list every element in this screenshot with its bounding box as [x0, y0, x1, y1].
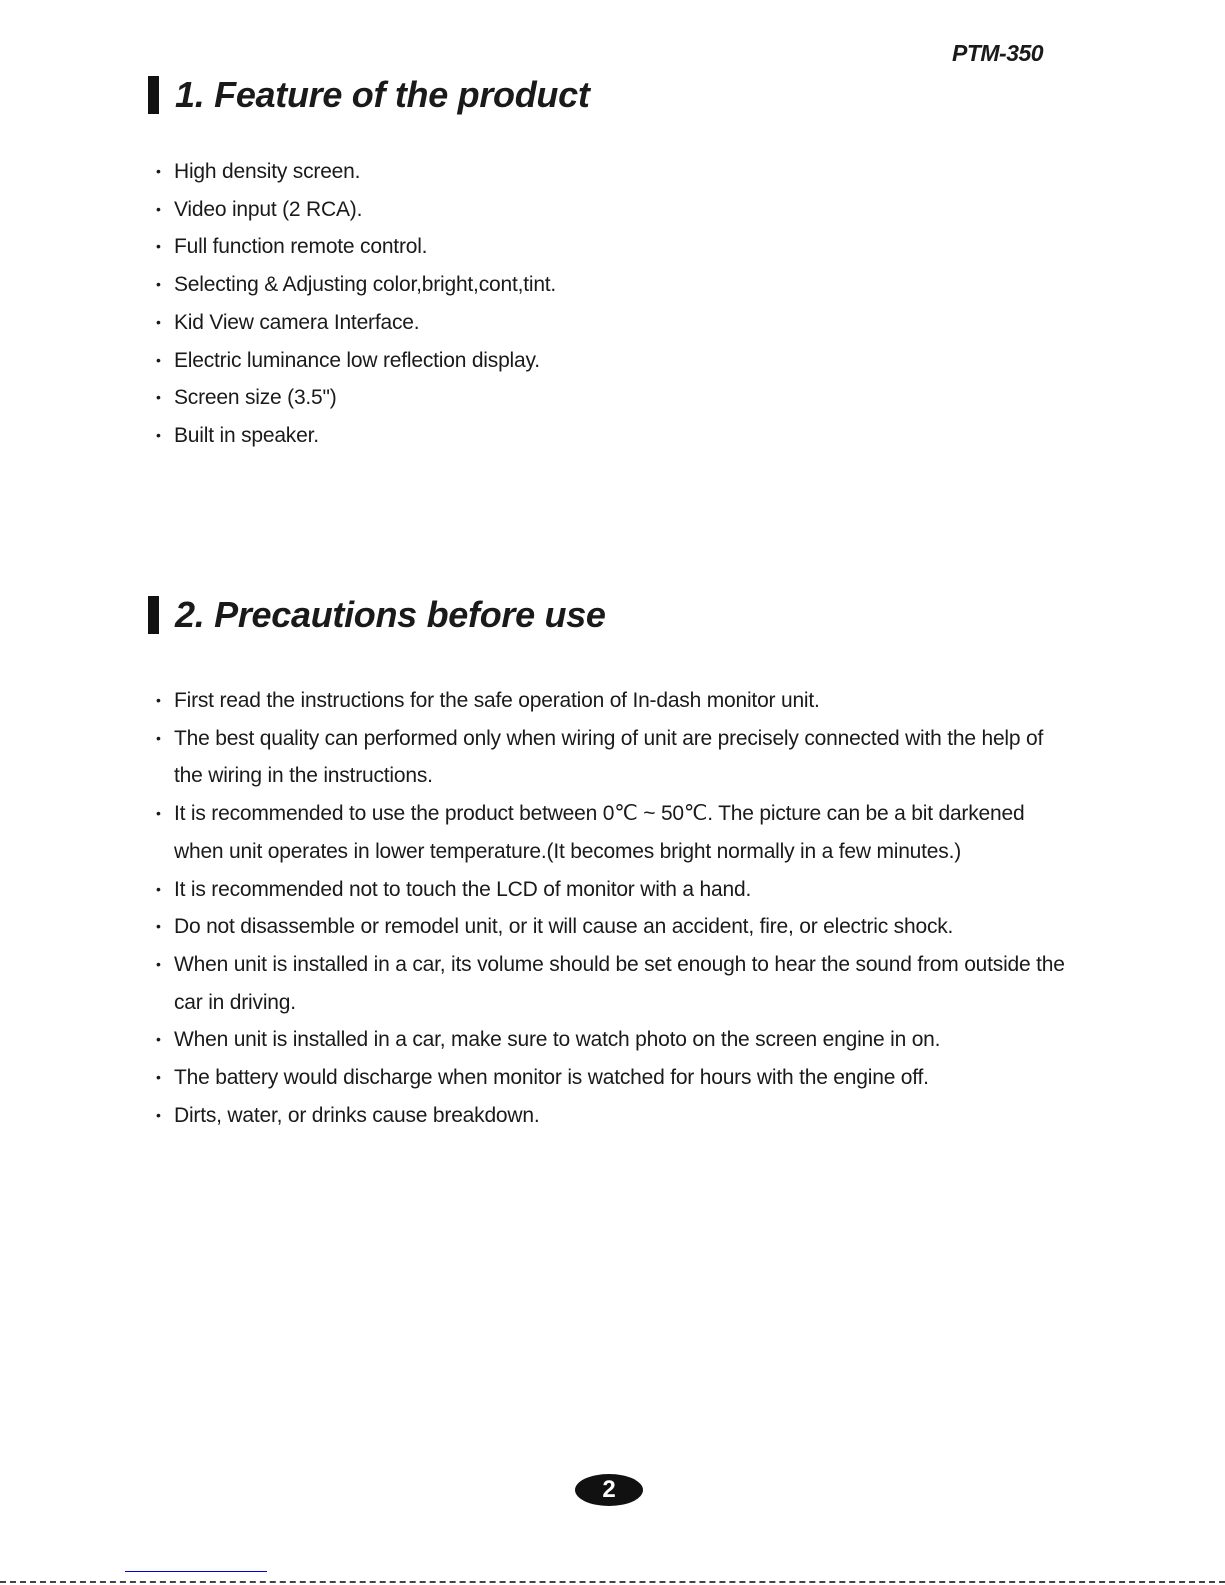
list-item: • It is recommended not to touch the LCD of monitor with a hand.	[156, 871, 1076, 909]
list-item: • Video input (2 RCA).	[156, 191, 1076, 229]
heading-bar	[148, 596, 159, 634]
list-item: • High density screen.	[156, 153, 1076, 191]
list-item: • Selecting & Adjusting color,bright,cont,tint.	[156, 266, 1076, 304]
list-item: • Full function remote control.	[156, 228, 1076, 266]
list-item: • When unit is installed in a car, make sure to watch photo on the screen engine in on.	[156, 1021, 1076, 1059]
section-title: 2. Precautions before use	[175, 594, 606, 635]
blue-rule	[125, 1571, 267, 1572]
section-title: 1. Feature of the product	[175, 74, 590, 115]
page-edge-divider	[0, 1581, 1225, 1583]
features-list	[156, 153, 1076, 455]
precautions-list	[156, 682, 1076, 1134]
list-item: • Electric luminance low reflection display.	[156, 342, 1076, 380]
list-item: • Dirts, water, or drinks cause breakdown.	[156, 1097, 1076, 1135]
list-item: • Kid View camera Interface.	[156, 304, 1076, 342]
list-item: • When unit is installed in a car, its volume should be set enough to hear the sound from outside the car in driving.	[156, 946, 1076, 1021]
page-number: 2	[575, 1474, 643, 1506]
list-item: • Do not disassemble or remodel unit, or it will cause an accident, fire, or electric shock.	[156, 908, 1076, 946]
list-item: • First read the instructions for the safe operation of In-dash monitor unit.	[156, 682, 1076, 720]
list-item: • Screen size (3.5")	[156, 379, 1076, 417]
heading-bar	[148, 76, 159, 114]
model-number: PTM-350	[952, 40, 1044, 66]
list-item: • The battery would discharge when monitor is watched for hours with the engine off.	[156, 1059, 1076, 1097]
list-item: • The best quality can performed only when wiring of unit are precisely connected with the help of the wiring in the instructions.	[156, 720, 1076, 795]
section-heading-precautions	[148, 594, 606, 636]
section-heading-features	[148, 74, 590, 116]
list-item: • It is recommended to use the product between 0℃ ~ 50℃. The picture can be a bit darkened when unit operates in lower temperature.(It becomes bright normally in a few minutes.)	[156, 795, 1076, 870]
list-item: • Built in speaker.	[156, 417, 1076, 455]
